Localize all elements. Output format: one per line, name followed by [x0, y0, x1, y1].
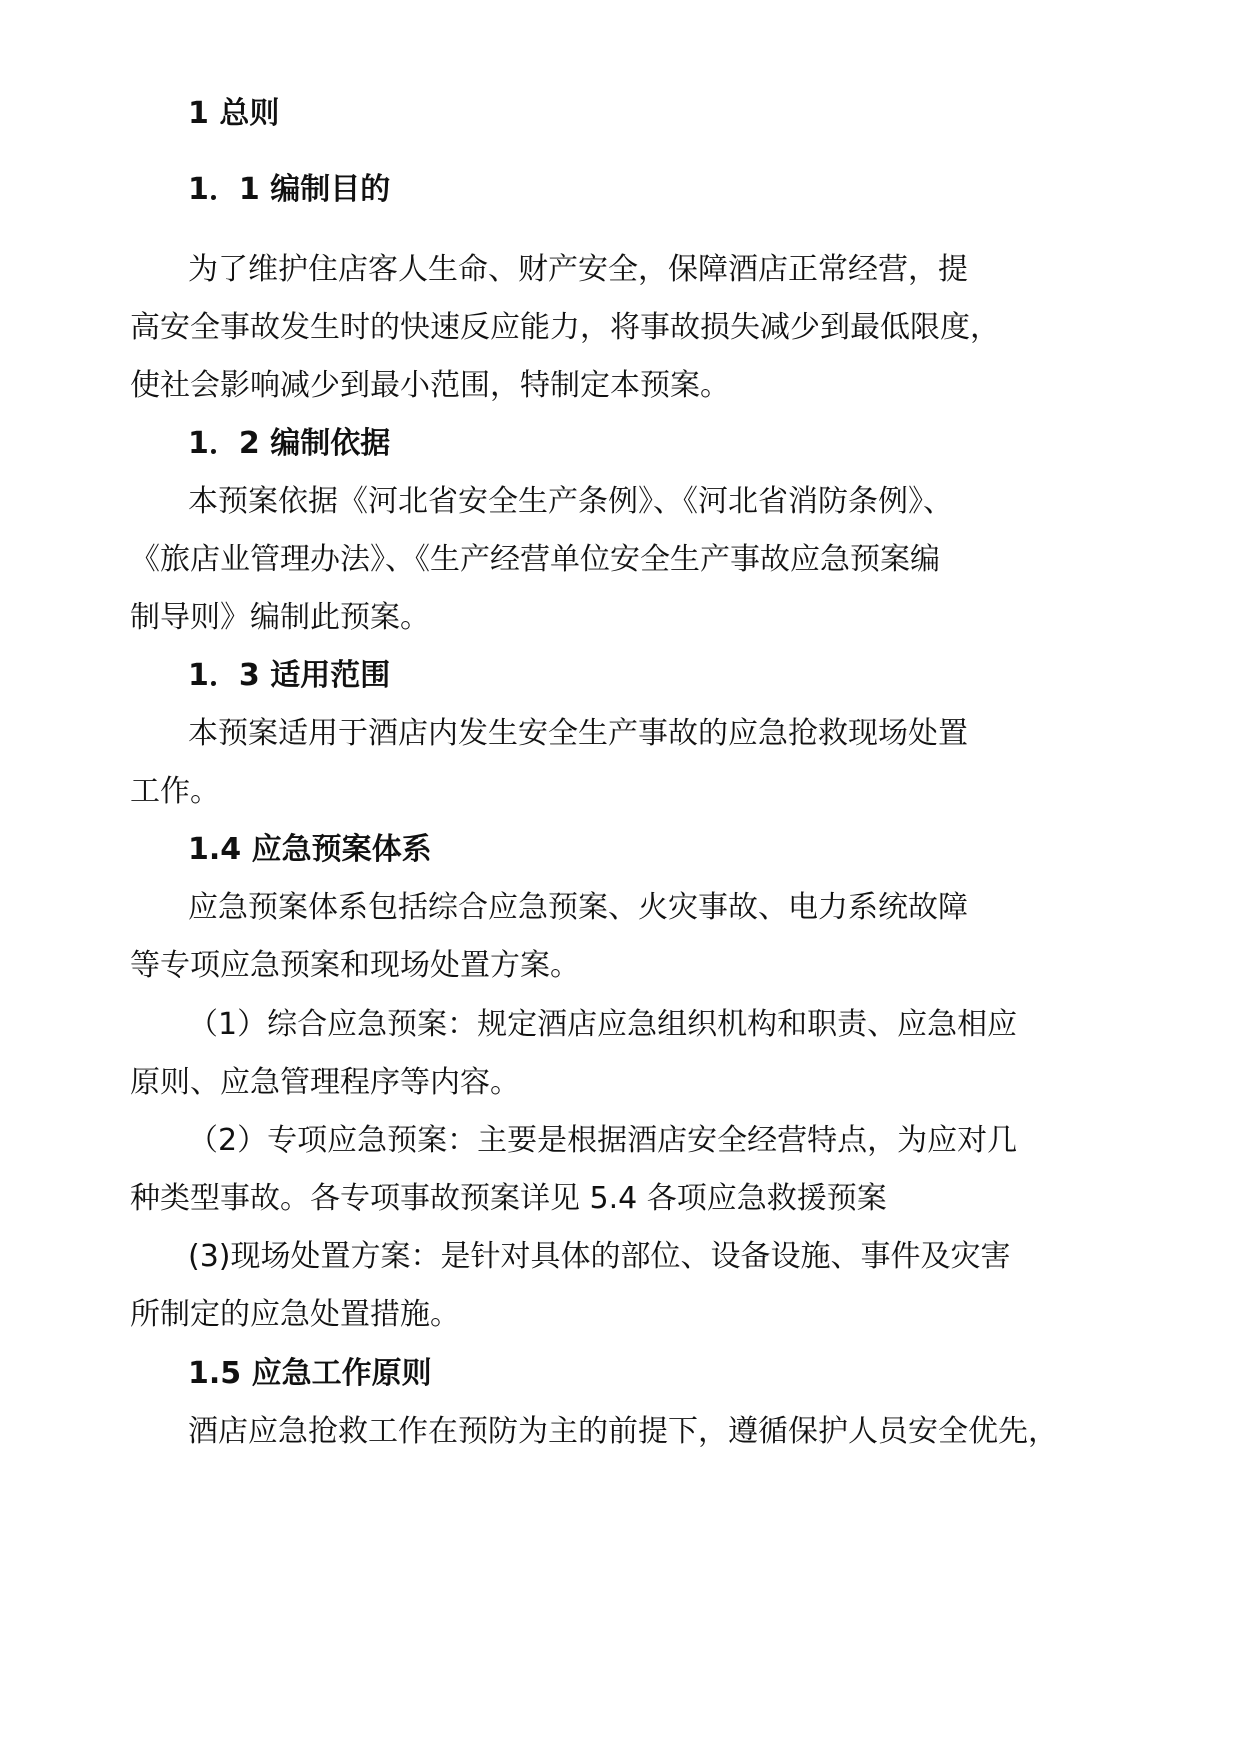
heading-purpose: 1．1 编制目的 [188, 172, 391, 207]
paragraph-line: 工作。 [130, 774, 220, 809]
heading-general: 1 总则 [188, 96, 280, 131]
list-item-line: （1）综合应急预案：规定酒店应急组织机构和职责、应急相应 [188, 1007, 1018, 1042]
list-item-line: 种类型事故。各专项事故预案详见 5.4 各项应急救援预案 [130, 1181, 887, 1216]
paragraph-line: 本预案适用于酒店内发生安全生产事故的应急抢救现场处置 [188, 716, 968, 751]
list-item-line: (3)现场处置方案：是针对具体的部位、设备设施、事件及灾害 [188, 1239, 1011, 1274]
list-item-line: 原则、应急管理程序等内容。 [130, 1065, 520, 1100]
paragraph-line: 等专项应急预案和现场处置方案。 [130, 948, 580, 983]
heading-plan-system: 1.4 应急预案体系 [188, 832, 432, 867]
heading-basis: 1．2 编制依据 [188, 426, 391, 461]
paragraph-line: 为了维护住店客人生命、财产安全，保障酒店正常经营，提 [188, 252, 968, 287]
paragraph-line: 《旅店业管理办法》、《生产经营单位安全生产事故应急预案编 [130, 542, 940, 577]
heading-principles: 1.5 应急工作原则 [188, 1356, 432, 1391]
paragraph-line: 酒店应急抢救工作在预防为主的前提下，遵循保护人员安全优先， [188, 1414, 1058, 1449]
paragraph-line: 应急预案体系包括综合应急预案、火灾事故、电力系统故障 [188, 890, 968, 925]
paragraph-line: 使社会影响减少到最小范围，特制定本预案。 [130, 368, 730, 403]
list-item-line: （2）专项应急预案：主要是根据酒店安全经营特点，为应对几 [188, 1123, 1018, 1158]
list-item-line: 所制定的应急处置措施。 [130, 1297, 460, 1332]
paragraph-line: 本预案依据《河北省安全生产条例》、《河北省消防条例》、 [188, 484, 953, 519]
paragraph-line: 高安全事故发生时的快速反应能力，将事故损失减少到最低限度， [130, 310, 1000, 345]
heading-scope: 1．3 适用范围 [188, 658, 391, 693]
paragraph-line: 制导则》编制此预案。 [130, 600, 430, 635]
